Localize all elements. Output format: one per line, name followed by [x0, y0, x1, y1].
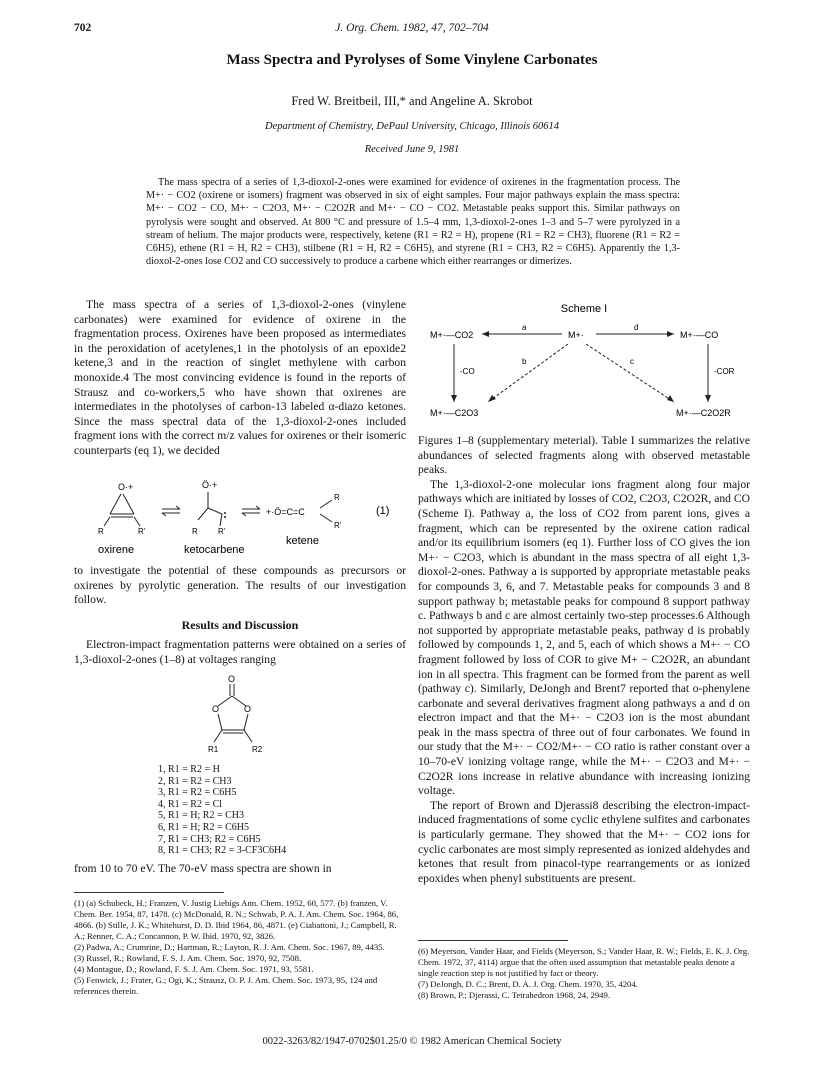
scheme-node-m-c2o3: M+·—C2O3 [430, 408, 479, 418]
dioxolone-ring-diagram [196, 672, 296, 762]
after-equation-paragraph [74, 564, 406, 608]
compound-item: 7, R1 = CH3; R2 = C6H5 [158, 833, 261, 845]
scheme-node-m-co2: M+·—CO2 [430, 330, 474, 340]
arrow-label-c: c [630, 357, 634, 366]
compound-item: 1, R1 = R2 = H [158, 764, 220, 775]
paragraph-brown-djerassi: The report of Brown and Djerassi8 describing the electron-impact-induced fragmentations of some cyclic ethylene sulfites and carbonates is particularly germane. They showed that the M+· − CO2 ions for cyclic carbonates are most simply represented as ionized aldehydes and ketones that result from pinacol-type rearrangements or as ionized epoxides when phenyl substituents are present. [418, 798, 750, 885]
arrow-label-d: d [634, 323, 639, 332]
compound-item: 8, R1 = CH3; R2 = 3-CF3C6H4 [158, 845, 287, 857]
oxirene-equilibrium-diagram [74, 476, 406, 560]
copyright-footer: 0022-3263/82/1947-0702$01.25/0 © 1982 American Chemical Society [262, 1036, 562, 1047]
fragmentation-scheme-diagram [418, 298, 750, 432]
svg-text:R: R [334, 493, 340, 502]
received-date: Received June 9, 1981 [364, 144, 460, 155]
svg-text:+·Ö=C=C: +·Ö=C=C [266, 507, 305, 517]
paragraph-figures: Figures 1–8 (supplementary meterial). Table I summarizes the relative abundances of selected fragments along with observed metastable peaks. [418, 434, 750, 477]
footnote: (3) Russel, R.; Rowland, F. S. J. Am. Chem. Soc. 1970, 92, 7508. [74, 953, 302, 963]
svg-text:R': R' [218, 527, 226, 536]
compound-item: 2, R1 = R2 = CH3 [158, 775, 232, 787]
footnote: (4) Montague, D.; Rowland, F. S. J. Am. Chem. Soc. 1971, 93, 5581. [74, 964, 314, 974]
svg-text:R: R [98, 527, 104, 536]
svg-text:R: R [192, 527, 198, 536]
svg-text:Ö·+: Ö·+ [202, 480, 218, 490]
svg-text:O: O [228, 674, 236, 684]
compound-item: 6, R1 = H; R2 = C6H5 [158, 821, 250, 833]
equation-number: (1) [376, 505, 390, 517]
arrow-label-a: a [522, 323, 527, 332]
intro-text: The mass spectra of a series of 1,3-dioxol-2-ones (vinylene carbonates) were examined for evidence of oxirene in the fragmentation process. Oxirenes have been proposed as intermediates in the peroxidation of acetylenes,1 in the photolysis of an epoxide2 ketene,3 and in the reaction of singlet methylene with carbon monoxide.4 The most convincing evidence is found in the reports of Strausz and co-workers,5 who have shown that oxirenes are intermediates in the photolyses of carbon-13 labeled α-diazo ketones. Since the mass spectral data of the 1,3-dioxol-2-ones included fragment ions with the correct m/z values for oxirenes or their isomeric counterparts (eq 1), we decided [74, 298, 406, 457]
scheme-node-m-co: M+·—CO [680, 330, 719, 340]
svg-text:R': R' [334, 521, 342, 530]
footnote: (7) DeJongh, D. C.; Brent, D. A. J. Org. Chem. 1970, 35, 4204. [418, 979, 638, 989]
footnote: (2) Padwa, A.; Crumrine, D.; Hartman, R.; Layton, R. J. Am. Chem. Soc. 1967, 89, 4435. [74, 942, 385, 952]
continuation-text: from 10 to 70 eV. The 70-eV mass spectra are shown in [74, 862, 332, 875]
compound-item: 5, R1 = H; R2 = CH3 [158, 810, 245, 822]
equation-1 [74, 476, 406, 560]
compound-item: 3, R1 = R2 = C6H5 [158, 787, 237, 799]
svg-text:O: O [244, 704, 252, 714]
dioxolone-structure [196, 672, 296, 762]
footnotes-left [74, 898, 406, 997]
footnote: (1) (a) Schubeck, H.; Franzen, V. Justig Liebigs Ann. Chem. 1952, 60, 577. (b) franzen, V. Chem. Ber. 1954, 87, 1478. (c) McDonald, R. N.; Schwab, P. A. J. Am. Chem. Soc. 1964, 86, 4866. (b) Stille, J. K.; Whitehurst, D. D. Ibid 1964, 86, 4871. (e) Ciabattoni, J.; Campbell, R. A.; Renner, C. A.; Concannon, P. W. Ibid. 1970, 92, 3826. [74, 898, 399, 941]
scheme-title: Scheme I [560, 303, 608, 315]
ketocarbene-label: ketocarbene [184, 544, 245, 556]
page-number: 702 [74, 22, 92, 34]
right-paragraphs [418, 434, 750, 886]
abstract-text: The mass spectra of a series of 1,3-dioxol-2-ones were examined for evidence of oxirenes in the fragmentation process. The M+· − CO2 (oxirene or isomers) fragment was observed in six of eight samples. Four major pathways explain the mass spectra: M+· − CO2 − CO, M+· − C2O3, M+· − C2O2R and M+· − CO − CO2. Metastable peaks support this. Similar pathways on pyrolysis were sought and observed. At 800 °C and pressure of 1.5–4 mm, 1,3-dioxol-2-ones 1–3 and 5–7 were pyrolyzed in a stream of helium. The major products were, respectively, ketene (R1 = R2 = H), propene (R1 = R2 = CH3), fluorene (R1 = R2 = C6H5), ethene (R1 = H, R2 = CH3), stilbene (R1 = H, R2 = C6H5), and styrene (R1 = CH3, R2 = C6H5). Apparently the 1,3-dioxol-2-ones lose CO2 and CO successively to produce a carbene which either rearranges or dimerizes. [146, 177, 680, 268]
footnote: (5) Fenwick, J.; Frater, G.; Ogi, K.; Strausz, O. P. J. Am. Chem. Soc. 1973, 95, 124 and references therein. [74, 975, 378, 996]
after-equation-text: to investigate the potential of these compounds as precursors or oxirenes by pyrolytic generation. The results of our investigation follow. [74, 564, 406, 607]
continuation-paragraph [74, 862, 406, 877]
compound-item: 4, R1 = R2 = Cl [158, 798, 223, 810]
running-header [74, 22, 750, 38]
scheme-node-m: M+· [568, 330, 584, 340]
footnote: (8) Brown, P.; Djerassi, C. Tetrahedron 1968, 24, 2949. [418, 990, 611, 1000]
label-minus-co: -CO [460, 367, 475, 376]
footnote-rule-left [74, 892, 224, 893]
intro-paragraph [74, 298, 406, 459]
author-list: Fred W. Breitbeil, III,* and Angeline A. Skrobot [291, 94, 533, 108]
journal-citation: J. Org. Chem. 1982, 47, 702–704 [335, 22, 489, 34]
article-title: Mass Spectra and Pyrolyses of Some Vinylene Carbonates [226, 52, 598, 68]
scheme-node-m-c2o2r: M+·—C2O2R [676, 408, 731, 418]
svg-text:R': R' [138, 527, 146, 536]
ketene-label: ketene [286, 535, 320, 547]
footnote-rule-right [418, 940, 568, 941]
paragraph-pathways: The 1,3-dioxol-2-one molecular ions fragment along four major pathways which are initiated by losses of CO2, C2O3, C2O2R, and CO (Scheme I). Pathway a, the loss of CO2 from parent ions, gives a fragment, which can be represented by the oxirene cation radical and/or its equilibrium isomers (eq 1). Further loss of CO gives the ion M+· − C2O3, which is abundant in the mass spectra of all eight 1,3-dioxol-2-ones. Pathway a is supported by appropriate metastable peaks for compounds 3, 6, and 7. Metastable peaks for compounds 3 and 8 support pathway b; metastable peaks for compound 8 support pathway c. Pathways b and c are almost certainly two-step processes.6 Although not supported by appropriate metastable peaks, pathway d is probably followed by compounds 1, 2, and 5, each of which shows a M+· − CO fragment followed by loss of COR to give M+ − C2O2R, an abundant ion in all spectra. This fragment can be formed from the parent as well (pathway c). Similarly, DeJongh and Brent7 reported that o-phenylene carbonate and several derivatives fragment along pathways a and d on electron impact and that the M+· − C2O3 ion is the most abundant peak in the mass spectra of three out of four carbonates. We found in our study that the M+· − CO2/M+· − CO ratio is rather constant over a 10–70-eV ionizing voltage range, while the M+· − C2O3 and M+· − C2O2R ions increase in relative abundance with increasing ionizing voltage. [418, 477, 750, 798]
footnotes-right [418, 946, 750, 1001]
svg-text:O: O [212, 704, 220, 714]
section-heading: Results and Discussion [181, 618, 299, 632]
arrow-label-b: b [522, 357, 527, 366]
oxirene-oxygen-label: O·+ [118, 482, 134, 492]
results-paragraph [74, 638, 406, 667]
abstract [146, 176, 680, 268]
oxirene-label: oxirene [98, 544, 135, 556]
results-text: Electron-impact fragmentation patterns were obtained on a series of 1,3-dioxol-2-ones (1–8) at voltages ranging [74, 638, 406, 666]
scheme-1 [418, 298, 750, 432]
affiliation: Department of Chemistry, DePaul University, Chicago, Illinois 60614 [265, 121, 559, 132]
svg-text:R2: R2 [252, 745, 263, 754]
svg-text:R1: R1 [208, 745, 219, 754]
compound-list [158, 764, 358, 857]
footnote: (6) Meyerson, Vander Haar, and Fields (Meyerson, S.; Vander Haar, R. W.; Fields, E. K. J. Org. Chem. 1972, 37, 4114) argue that the often used assumption that metastable peaks denote a single reaction step is not justified by fact or theory. [418, 946, 750, 978]
label-minus-cor: -COR [714, 367, 735, 376]
